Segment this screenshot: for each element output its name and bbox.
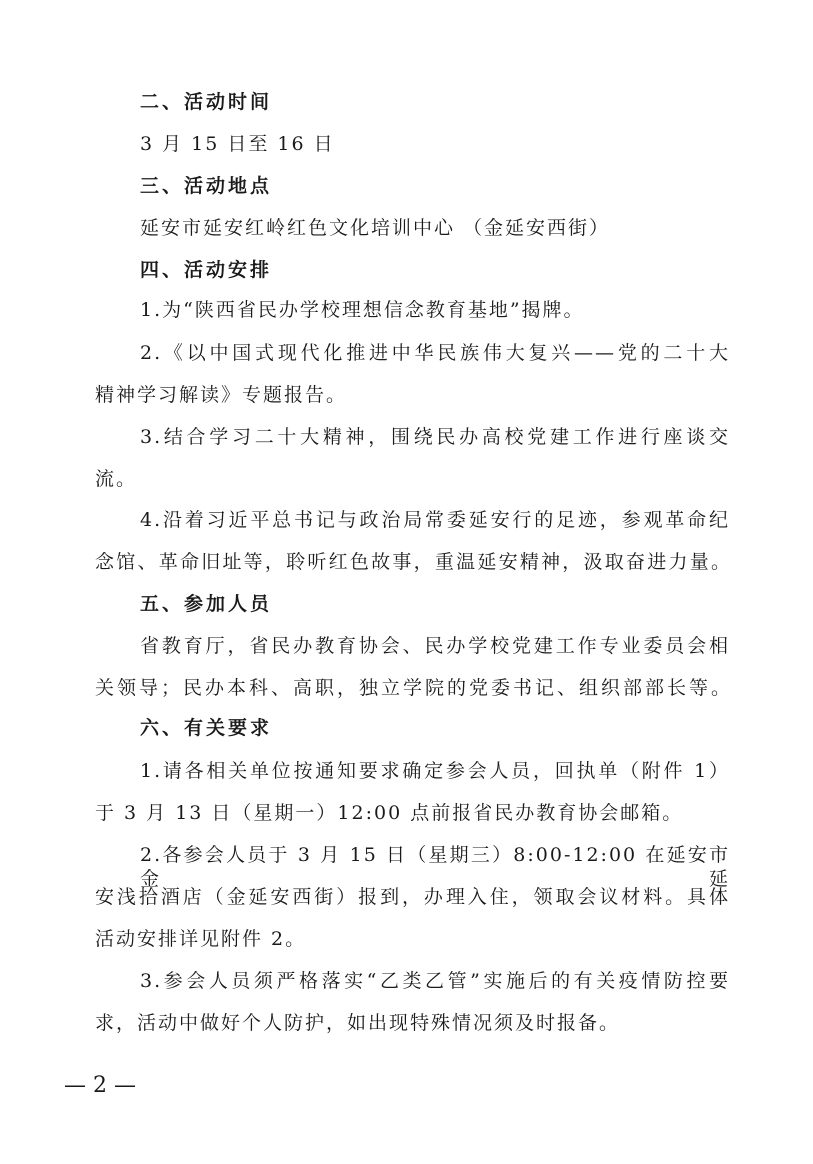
requirements-item-2-line-2: 安浅拾酒店（金延安西街）报到，办理入住，领取会议材料。具体 [95, 886, 730, 908]
section-heading-location: 三、活动地点 [140, 175, 273, 197]
requirements-item-3-line-2: 求，活动中做好个人防护，如出现特殊情况须及时报备。 [95, 1012, 621, 1034]
arrangement-item-3-line-1: 3.结合学习二十大精神，围绕民办高校党建工作进行座谈交 [140, 426, 730, 448]
requirements-item-1-line-2: 于 3 月 13 日（星期一）12:00 点前报省民办教育协会邮箱。 [95, 802, 684, 824]
arrangement-item-1: 1.为“陕西省民办学校理想信念教育基地”揭牌。 [140, 299, 585, 321]
section-heading-arrangement: 四、活动安排 [140, 259, 273, 281]
arrangement-item-2-line-1: 2.《以中国式现代化推进中华民族伟大复兴——党的二十大 [140, 342, 730, 364]
arrangement-item-4-line-2: 念馆、革命旧址等，聆听红色故事，重温延安精神，汲取奋进力量。 [95, 551, 730, 573]
participants-line-1: 省教育厅，省民办教育协会、民办学校党建工作专业委员会相 [140, 635, 730, 657]
requirements-item-2-line-3: 活动安排详见附件 2。 [95, 928, 307, 950]
arrangement-item-2-line-2: 精神学习解读》专题报告。 [95, 384, 348, 406]
section-heading-time: 二、活动时间 [140, 91, 273, 113]
requirements-item-1-line-1: 1.请各相关单位按通知要求确定参会人员，回执单（附件 1） [140, 760, 730, 782]
arrangement-item-3-line-2: 流。 [95, 468, 138, 490]
requirements-item-3-line-1: 3.参会人员须严格落实“乙类乙管”实施后的有关疫情防控要 [140, 970, 730, 992]
location-text: 延安市延安红岭红色文化培训中心 （金延安西街） [140, 217, 611, 239]
section-heading-requirements: 六、有关要求 [140, 717, 273, 739]
time-text: 3 月 15 日至 16 日 [140, 133, 335, 155]
participants-line-2: 关领导；民办本科、高职，独立学院的党委书记、组织部部长等。 [95, 677, 730, 699]
page-number: — 2 — [64, 1073, 136, 1098]
section-heading-participants: 五、参加人员 [140, 593, 273, 615]
requirements-item-2-line-1: 2.各参会人员于 3 月 15 日（星期三）8:00-12:00 在延安市金延 [140, 844, 730, 890]
arrangement-item-4-line-1: 4.沿着习近平总书记与政治局常委延安行的足迹，参观革命纪 [140, 509, 730, 531]
